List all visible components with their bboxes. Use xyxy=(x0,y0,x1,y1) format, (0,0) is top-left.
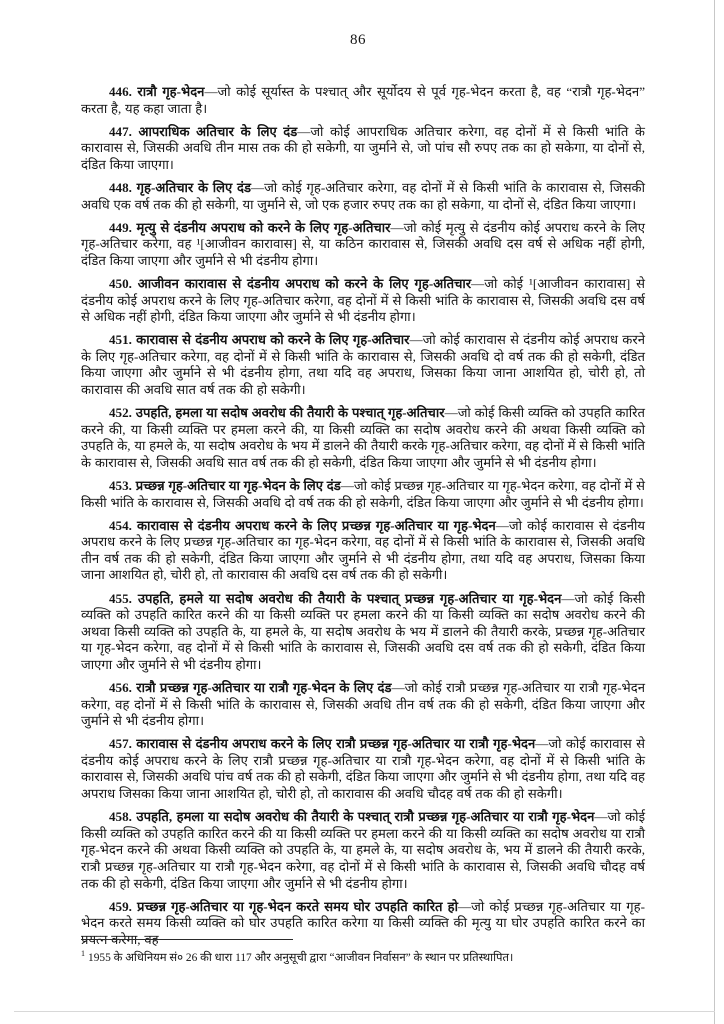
section-body: —जो कोई प्रच्छन्न गृह-अतिचार या गृह-भेदन करेगा, वह दोनों में से किसी भांति के कारावास से, जिसकी अवधि दो वर्ष तक की हो सकेगी, दंडित किया जाएगा और जुर्माने से भी दंडनीय होगा। xyxy=(81,477,645,510)
section-paragraph xyxy=(81,220,645,270)
footnote xyxy=(81,946,645,966)
scan-edge-right xyxy=(714,0,715,1024)
section-heading: 456. रात्रौ प्रच्छन्न गृह-अतिचार या रात्रौ गृह-भेदन के लिए दंड xyxy=(109,680,392,695)
section-paragraph xyxy=(81,478,645,511)
section-body: —जो कोई सूर्यास्त के पश्चात् और सूर्योदय से पूर्व गृह-भेदन करता है, वह “रात्रौ गृह-भेदन” करता है, यह कहा जाता है। xyxy=(81,84,646,116)
section-body: —जो कोई गृह-अतिचार करेगा, वह दोनों में से किसी भांति के कारावास से, जिसकी अवधि एक वर्ष तक की हो सकेगी, या जुर्माने से, जो एक हजार रुपए तक का हो सकेगा, या दोनों से, दंडित किया जाएगा। xyxy=(81,179,646,212)
footnote-text: 1955 के अधिनियम सं० 26 की धारा 117 और अनुसूची द्वारा “आजीवन निर्वासन” के स्थान पर प्रतिस्थापित। xyxy=(88,951,514,964)
section-paragraph xyxy=(81,680,645,730)
section-body: —जो कोई मृत्यु से दंडनीय कोई अपराध करने के लिए गृह-अतिचार करेगा, वह ¹[आजीवन कारावास] से, या कठिन कारावास से, जिसकी अवधि दस वर्ष से अधिक नहीं होगी, दंडित किया जाएगा और जुर्माने से भी दंडनीय होगा। xyxy=(81,219,645,268)
section-paragraph xyxy=(81,591,645,674)
section-heading: 455. उपहति, हमले या सदोष अवरोध की तैयारी के पश्चात् प्रच्छन्न गृह-अतिचार या गृह-भेदन xyxy=(109,590,562,606)
scan-edge-bottom xyxy=(14,1011,715,1012)
section-heading: 447. आपराधिक अतिचार के लिए दंड xyxy=(109,123,298,139)
section-body: —जो कोई कारावास से दंडनीय कोई अपराध करने के लिए गृह-अतिचार करेगा, वह दोनों में से किसी भांति के कारावास से, जिसकी अवधि दो वर्ष तक की हो सकेगी, दंडित किया जाएगा और जुर्माने से भी दंडनीय होगा, तथा यदि वह अपराध, जिसका किया जाना आशयित हो, चोरी हो, तो कारावास की अवधि सात वर्ष तक की हो सकेगी। xyxy=(81,332,645,397)
section-heading: 446. रात्रौ गृह-भेदन xyxy=(109,84,205,99)
section-heading: 459. प्रच्छन्न गृह-अतिचार या गृह-भेदन करते समय घोर उपहति कारित हो xyxy=(109,898,459,914)
section-heading: 454. कारावास से दंडनीय अपराध करने के लिए प्रच्छन्न गृह-अतिचार या गृह-भेदन xyxy=(109,517,496,533)
section-heading: 458. उपहति, हमला या सदोष अवरोध की तैयारी के पश्चात् रात्रौ प्रच्छन्न गृह-अतिचार या रात्रौ गृह-भेदन xyxy=(109,809,595,825)
section-body: —जो कोई कारावास से दंडनीय अपराध करने के लिए प्रच्छन्न गृह-अतिचार का गृह-भेदन करेगा, वह दोनों में से किसी भांति के कारावास से, जिसकी अवधि तीन वर्ष तक की हो सकेगी, दंडित किया जाएगा और जुर्माने से भी दंडनीय होगा, तथा यदि वह अपराध, जिसका किया जाना आशयित हो, चोरी हो, तो कारावास की अवधि दस वर्ष तक की हो सकेगी। xyxy=(81,517,645,583)
section-paragraph xyxy=(81,276,645,326)
section-paragraph xyxy=(81,332,645,398)
section-body: —जो कोई प्रच्छन्न गृह-अतिचार या गृह-भेदन करते समय किसी व्यक्ति को घोर उपहति कारित करेगा या किसी व्यक्ति की मृत्यु या घोर उपहति कारित करने का प्रयत्न करेगा, वह xyxy=(81,898,645,947)
section-heading: 451. कारावास से दंडनीय अपराध को करने के लिए गृह-अतिचार xyxy=(109,332,410,348)
section-paragraph xyxy=(81,180,645,213)
section-paragraph xyxy=(81,736,645,802)
sections-container xyxy=(81,84,645,955)
section-paragraph xyxy=(81,84,645,117)
footnote-divider xyxy=(81,939,293,940)
section-heading: 453. प्रच्छन्न गृह-अतिचार या गृह-भेदन के लिए दंड xyxy=(109,477,341,493)
section-body: —जो कोई कारावास से दंडनीय कोई अपराध करने के लिए रात्रौ प्रच्छन्न गृह-अतिचार या रात्रौ गृह-भेदन करेगा, वह दोनों में से किसी भांति के कारावास से, जिसकी अवधि पांच वर्ष तक की हो सकेगी, दंडित किया जाएगा और जुर्माने से भी दंडनीय होगा, तथा यदि वह अपराध जिसका किया जाना आशयित हो, चोरी हो, तो कारावास की अवधि चौदह वर्ष तक की हो सकेगी। xyxy=(81,736,646,802)
section-paragraph xyxy=(81,405,645,471)
section-heading: 450. आजीवन कारावास से दंडनीय अपराध को करने के लिए गृह-अतिचार xyxy=(109,275,472,291)
page-number: 86 xyxy=(350,32,366,48)
section-paragraph xyxy=(81,809,645,892)
section-body: —जो कोई रात्रौ प्रच्छन्न गृह-अतिचार या रात्रौ गृह-भेदन करेगा, वह दोनों में से किसी भांति के कारावास से, जिसकी अवधि तीन वर्ष तक की हो सकेगी, दंडित किया जाएगा और जुर्माने से भी दंडनीय होगा। xyxy=(81,680,645,729)
section-heading: 457. कारावास से दंडनीय अपराध करने के लिए रात्रौ प्रच्छन्न गृह-अतिचार या रात्रौ गृह-भेदन xyxy=(109,736,536,752)
section-heading: 448. गृह-अतिचार के लिए दंड xyxy=(109,179,251,195)
footnote-marker: 1 xyxy=(81,949,85,958)
section-body: —जो कोई किसी व्यक्ति को उपहति कारित करने की या किसी व्यक्ति पर हमला करने की या किसी व्यक्ति का सदोष अवरोध या रात्रौ गृह-भेदन करने की अथवा किसी व्यक्ति को उपहति के, या हमले के, या सदोष अवरोध के, भय में डालने की तैयारी करके, रात्रौ प्रच्छन्न गृह-अतिचार या रात्रौ गृह-भेदन करेगा, वह दोनों में से किसी भांति के कारावास से, जिसकी अवधि चौदह वर्ष तक की हो सकेगी, दंडित किया जाएगा और जुर्माने से भी दंडनीय होगा। xyxy=(81,809,645,891)
section-paragraph xyxy=(81,124,645,174)
section-body: —जो कोई आपराधिक अतिचार करेगा, वह दोनों में से किसी भांति के कारावास से, जिसकी अवधि तीन मास तक की हो सकेगी, या जुर्माने से, जो पांच सौ रुपए तक का हो सकेगा, या दोनों से, दंडित किया जाएगा। xyxy=(81,123,645,172)
section-body: —जो कोई किसी व्यक्ति को उपहति कारित करने की या किसी व्यक्ति पर हमला करने की या किसी व्यक्ति का सदोष अवरोध करने की अथवा किसी व्यक्ति को उपहति के, या हमले के, या सदोष अवरोध के भय में डालने की तैयारी करके, प्रच्छन्न गृह-अतिचार या गृह-भेदन करेगा, वह दोनों में से किसी भांति के कारावास से, जिसकी अवधि दस वर्ष तक की हो सकेगी, दंडित किया जाएगा और जुर्माने से भी दंडनीय होगा। xyxy=(81,590,645,672)
section-body: —जो कोई ¹[आजीवन कारावास] से दंडनीय कोई अपराध करने के लिए गृह-अतिचार करेगा, वह दोनों में से किसी भांति के कारावास से, जिसकी अवधि दस वर्ष से अधिक नहीं होगी, दंडित किया जाएगा और जुर्माने से भी दंडनीय होगा। xyxy=(81,275,646,325)
section-body: —जो कोई किसी व्यक्ति को उपहति कारित करने की, या किसी व्यक्ति पर हमला करने की, या किसी व्यक्ति का सदोष अवरोध करने की अथवा किसी व्यक्ति को उपहति के, या हमले के, या सदोष अवरोध के भय में डालने की तैयारी करके गृह-अतिचार करेगा, वह दोनों में से किसी भांति के कारावास से, जिसकी अवधि सात वर्ष तक की हो सकेगी, दंडित किया जाएगा और जुर्माने से भी दंडनीय होगा। xyxy=(81,405,645,470)
section-heading: 449. मृत्यु से दंडनीय अपराध को करने के लिए गृह-अतिचार xyxy=(109,219,391,235)
section-heading: 452. उपहति, हमला या सदोष अवरोध की तैयारी के पश्चात् गृह-अतिचार xyxy=(109,405,445,421)
section-paragraph xyxy=(81,899,645,949)
section-paragraph xyxy=(81,518,645,584)
